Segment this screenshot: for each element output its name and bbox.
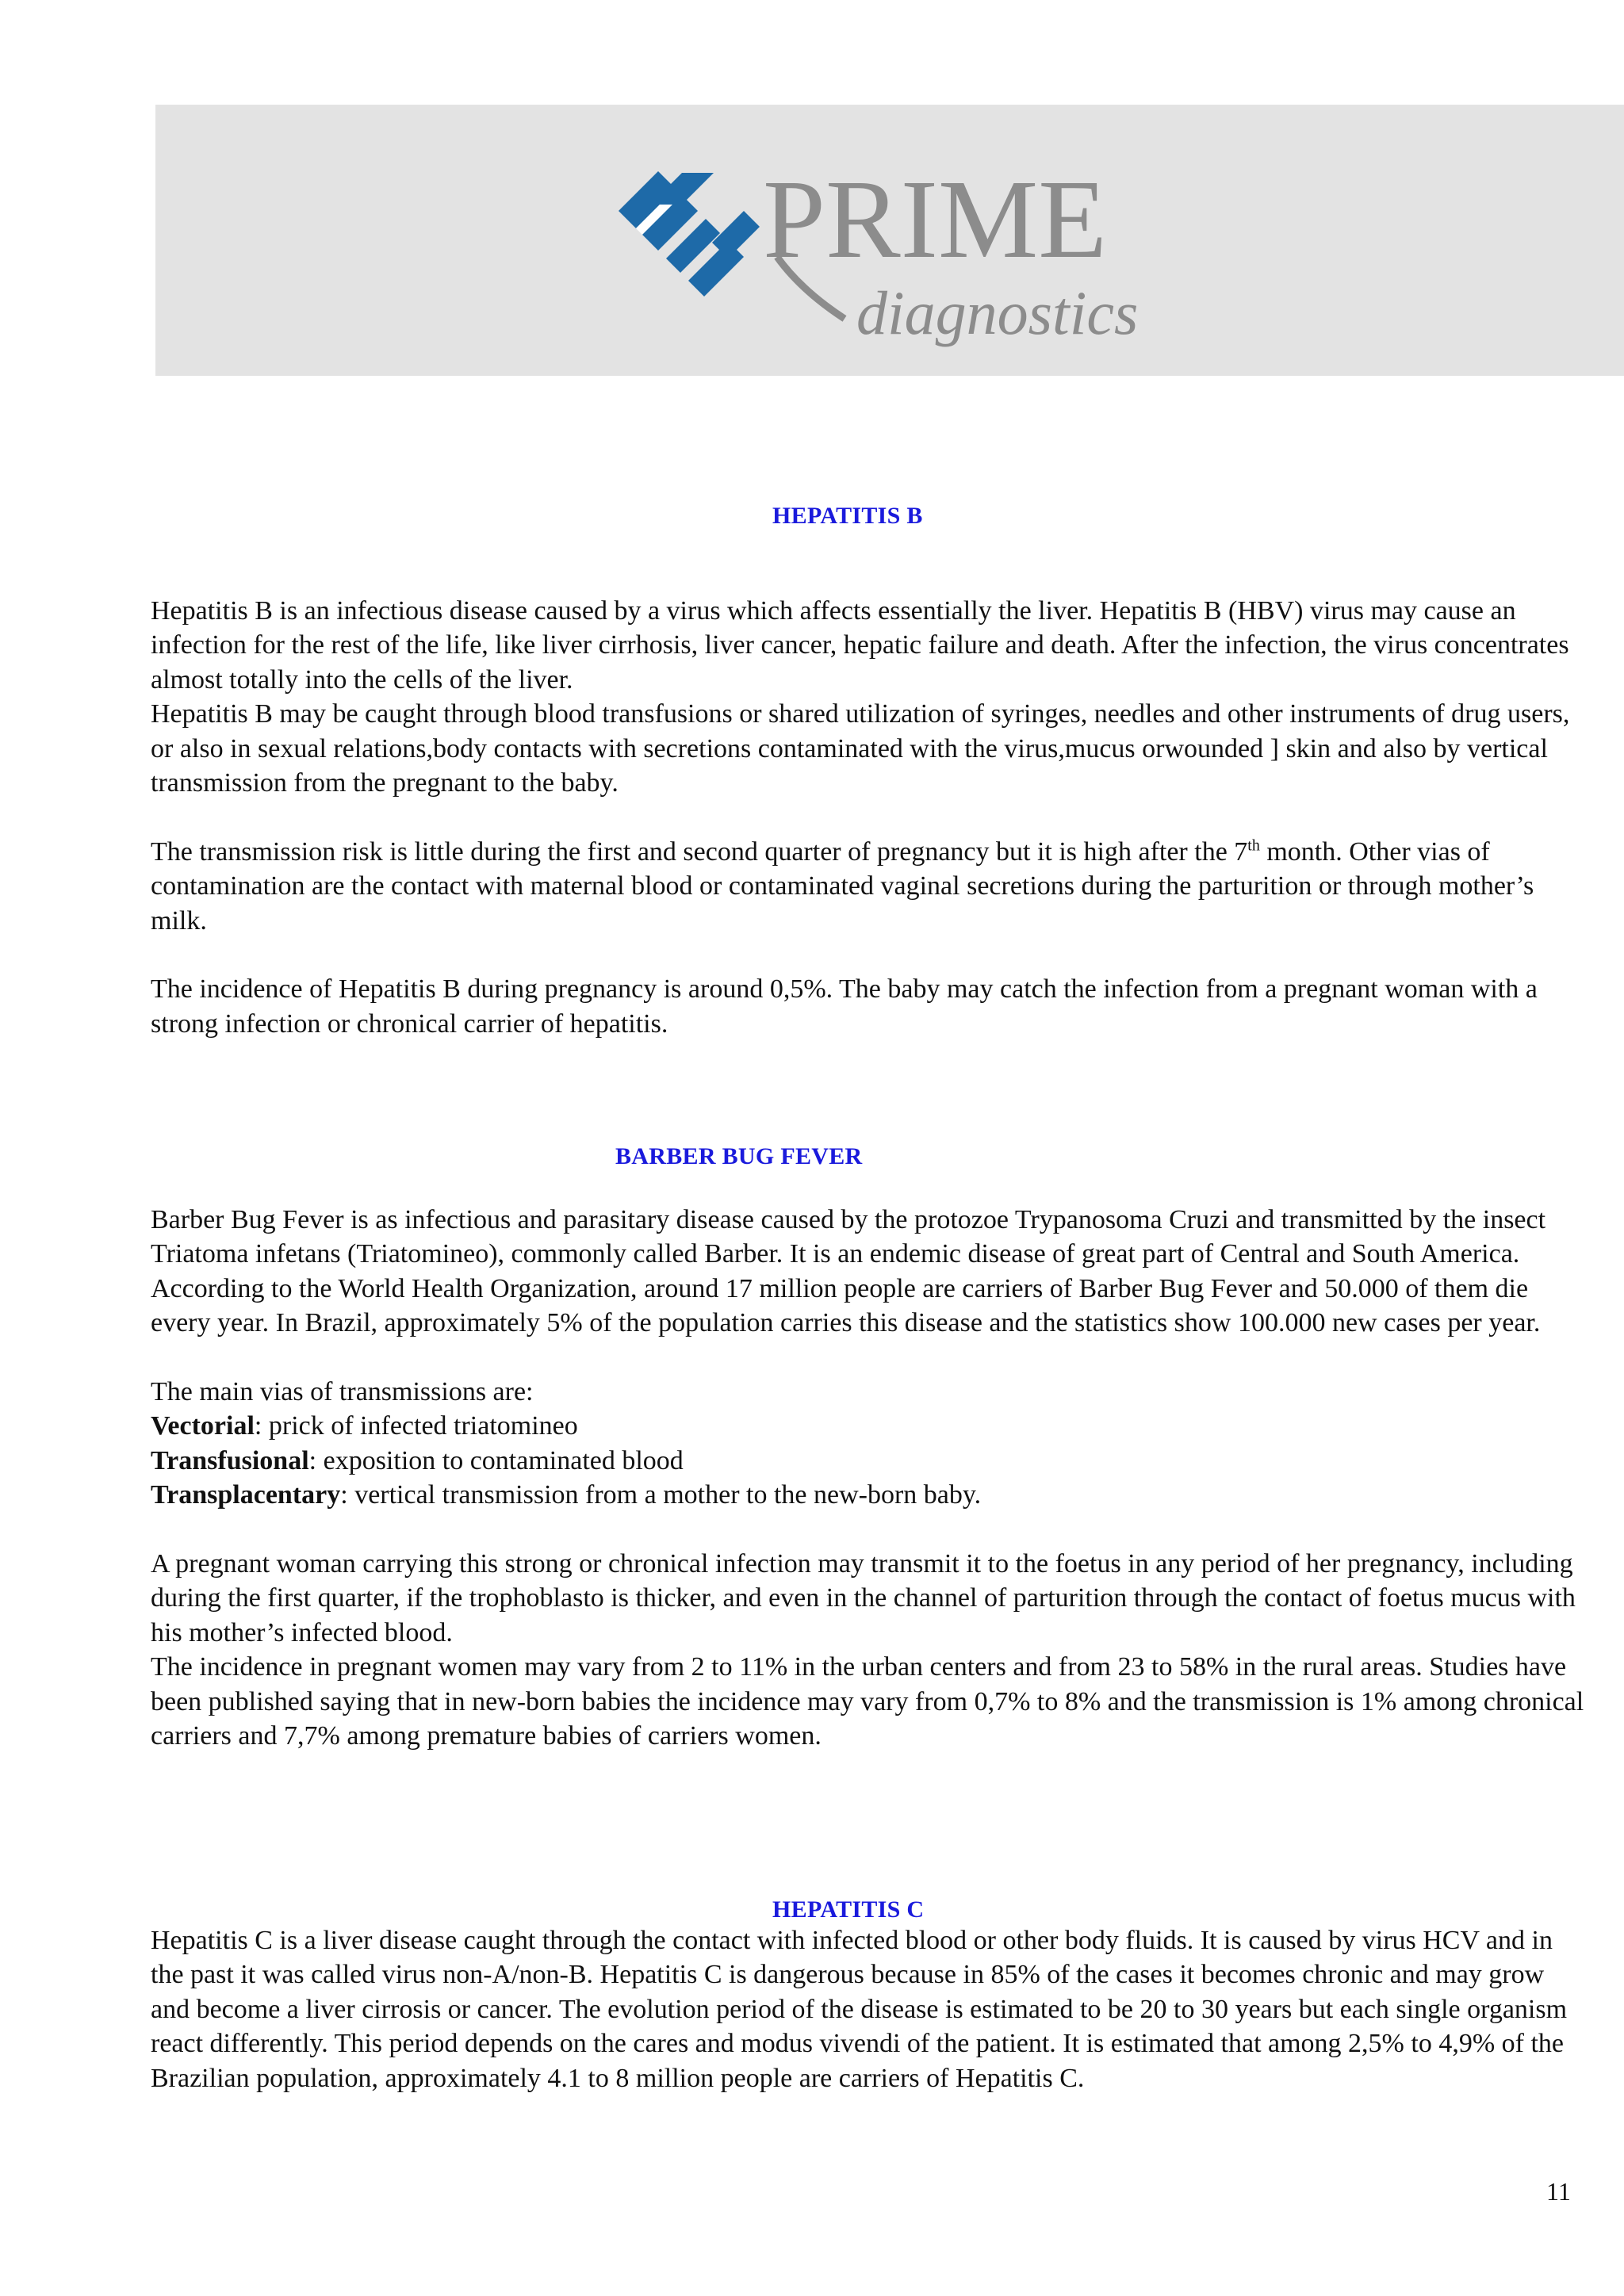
hepatitis-c-paragraph-1: Hepatitis C is a liver disease caught through the contact with infected blood or other body fluids. It is caused by virus HCV and in the past it was called virus non-A/non-B. Hepatitis C is dangerous because in 85% of the cases it becomes chronic and may grow and become a liver cirrosis or cancer. The evolution period of the disease is estimated to be 20 to 30 years but each single organism react differently. This period depends on the cares and modus vivendi of the patient. It is estimated that among 2,5% to 4,9% of the Brazilian population, approximately 4.1 to 8 million people are carriers of Hepatitis C. <box>151 1926 1568 2093</box>
barber-paragraph-3: The incidence in pregnant women may vary from 2 to 11% in the urban centers and from 23 to 58% in the rural areas. Studies have been published saying that in new-born babies the incidence may vary from 0,7% to 8% and the transmission is 1% among chronical carriers and 7,7% among premature babies of carriers women. <box>151 1652 1584 1751</box>
barber-paragraph-2: A pregnant woman carrying this strong or chronical infection may transmit it to the foetus in any period of her pregnancy, including during the first quarter, if the trophoblasto is thicker, and even in the channel of parturition through the contact of foetus mucus with his mother’s infected blood. <box>151 1549 1576 1647</box>
section-title-barber-bug-fever: BARBER BUG FEVER <box>615 1143 863 1169</box>
vias-intro: The main vias of transmissions are: <box>151 1377 534 1407</box>
page-number: 11 <box>1546 2177 1571 2206</box>
logo-word: PRIME <box>763 156 1107 281</box>
barber-paragraph-1: Barber Bug Fever is as infectious and parasitary disease caused by the protozoe Trypanosoma Cruzi and transmitted by the insect Triatoma infetans (Triatomineo), commonly called Barber. It is an endemic disease of great part of Central and South America. According to the World Health Organization, around 17 million people are carriers of Barber Bug Fever and 50.000 of them die every year. In Brazil, approximately 5% of the population carries this disease and the statistics show 100.000 new cases per year. <box>151 1205 1546 1338</box>
hepatitis-b-paragraph-2: Hepatitis B may be caught through blood transfusions or shared utilization of syringes, needles and other instruments of drug users, or also in sexual relations,body contacts with secretions contaminated with the virus,mucus orwounded ] skin and also by vertical transmission from the pregnant to the baby. <box>151 699 1570 798</box>
via-vectorial: Vectorial: prick of infected triatomineo <box>151 1411 578 1441</box>
hepatitis-b-paragraph-4: The incidence of Hepatitis B during pregnancy is around 0,5%. The baby may catch the infection from a pregnant woman with a strong infection or chronical carrier of hepatitis. <box>151 974 1538 1039</box>
section-title-hepatitis-b: HEPATITIS B <box>772 503 923 529</box>
hepatitis-b-paragraph-1: Hepatitis B is an infectious disease caused by a virus which affects essentially the liver. Hepatitis B (HBV) virus may cause an infection for the rest of the life, like liver cirrhosis, liver cancer, hepatic failure and death. After the infection, the virus concentrates almost totally into the cells of the liver. <box>151 596 1569 695</box>
superscript-th: th <box>1247 836 1260 855</box>
hepatitis-c-body <box>151 1923 1586 2095</box>
barber-bug-fever-body <box>151 1203 1586 1753</box>
hepatitis-b-paragraph-3: The transmission risk is little during the first and second quarter of pregnancy but it is high after the 7th month. Other vias of contamination are the contact with maternal blood or contaminated vaginal secretions during the parturition or through mother’s milk. <box>151 836 1534 936</box>
hepatitis-b-body <box>151 594 1586 1041</box>
prime-diagnostics-logo <box>619 155 1253 354</box>
via-transplacentary: Transplacentary: vertical transmission from a mother to the new-born baby. <box>151 1480 982 1510</box>
logo-mark-icon <box>619 171 760 297</box>
section-title-hepatitis-c: HEPATITIS C <box>772 1896 925 1923</box>
logo-subtitle: diagnostics <box>856 278 1139 347</box>
via-transfusional: Transfusional: exposition to contaminated blood <box>151 1445 684 1475</box>
